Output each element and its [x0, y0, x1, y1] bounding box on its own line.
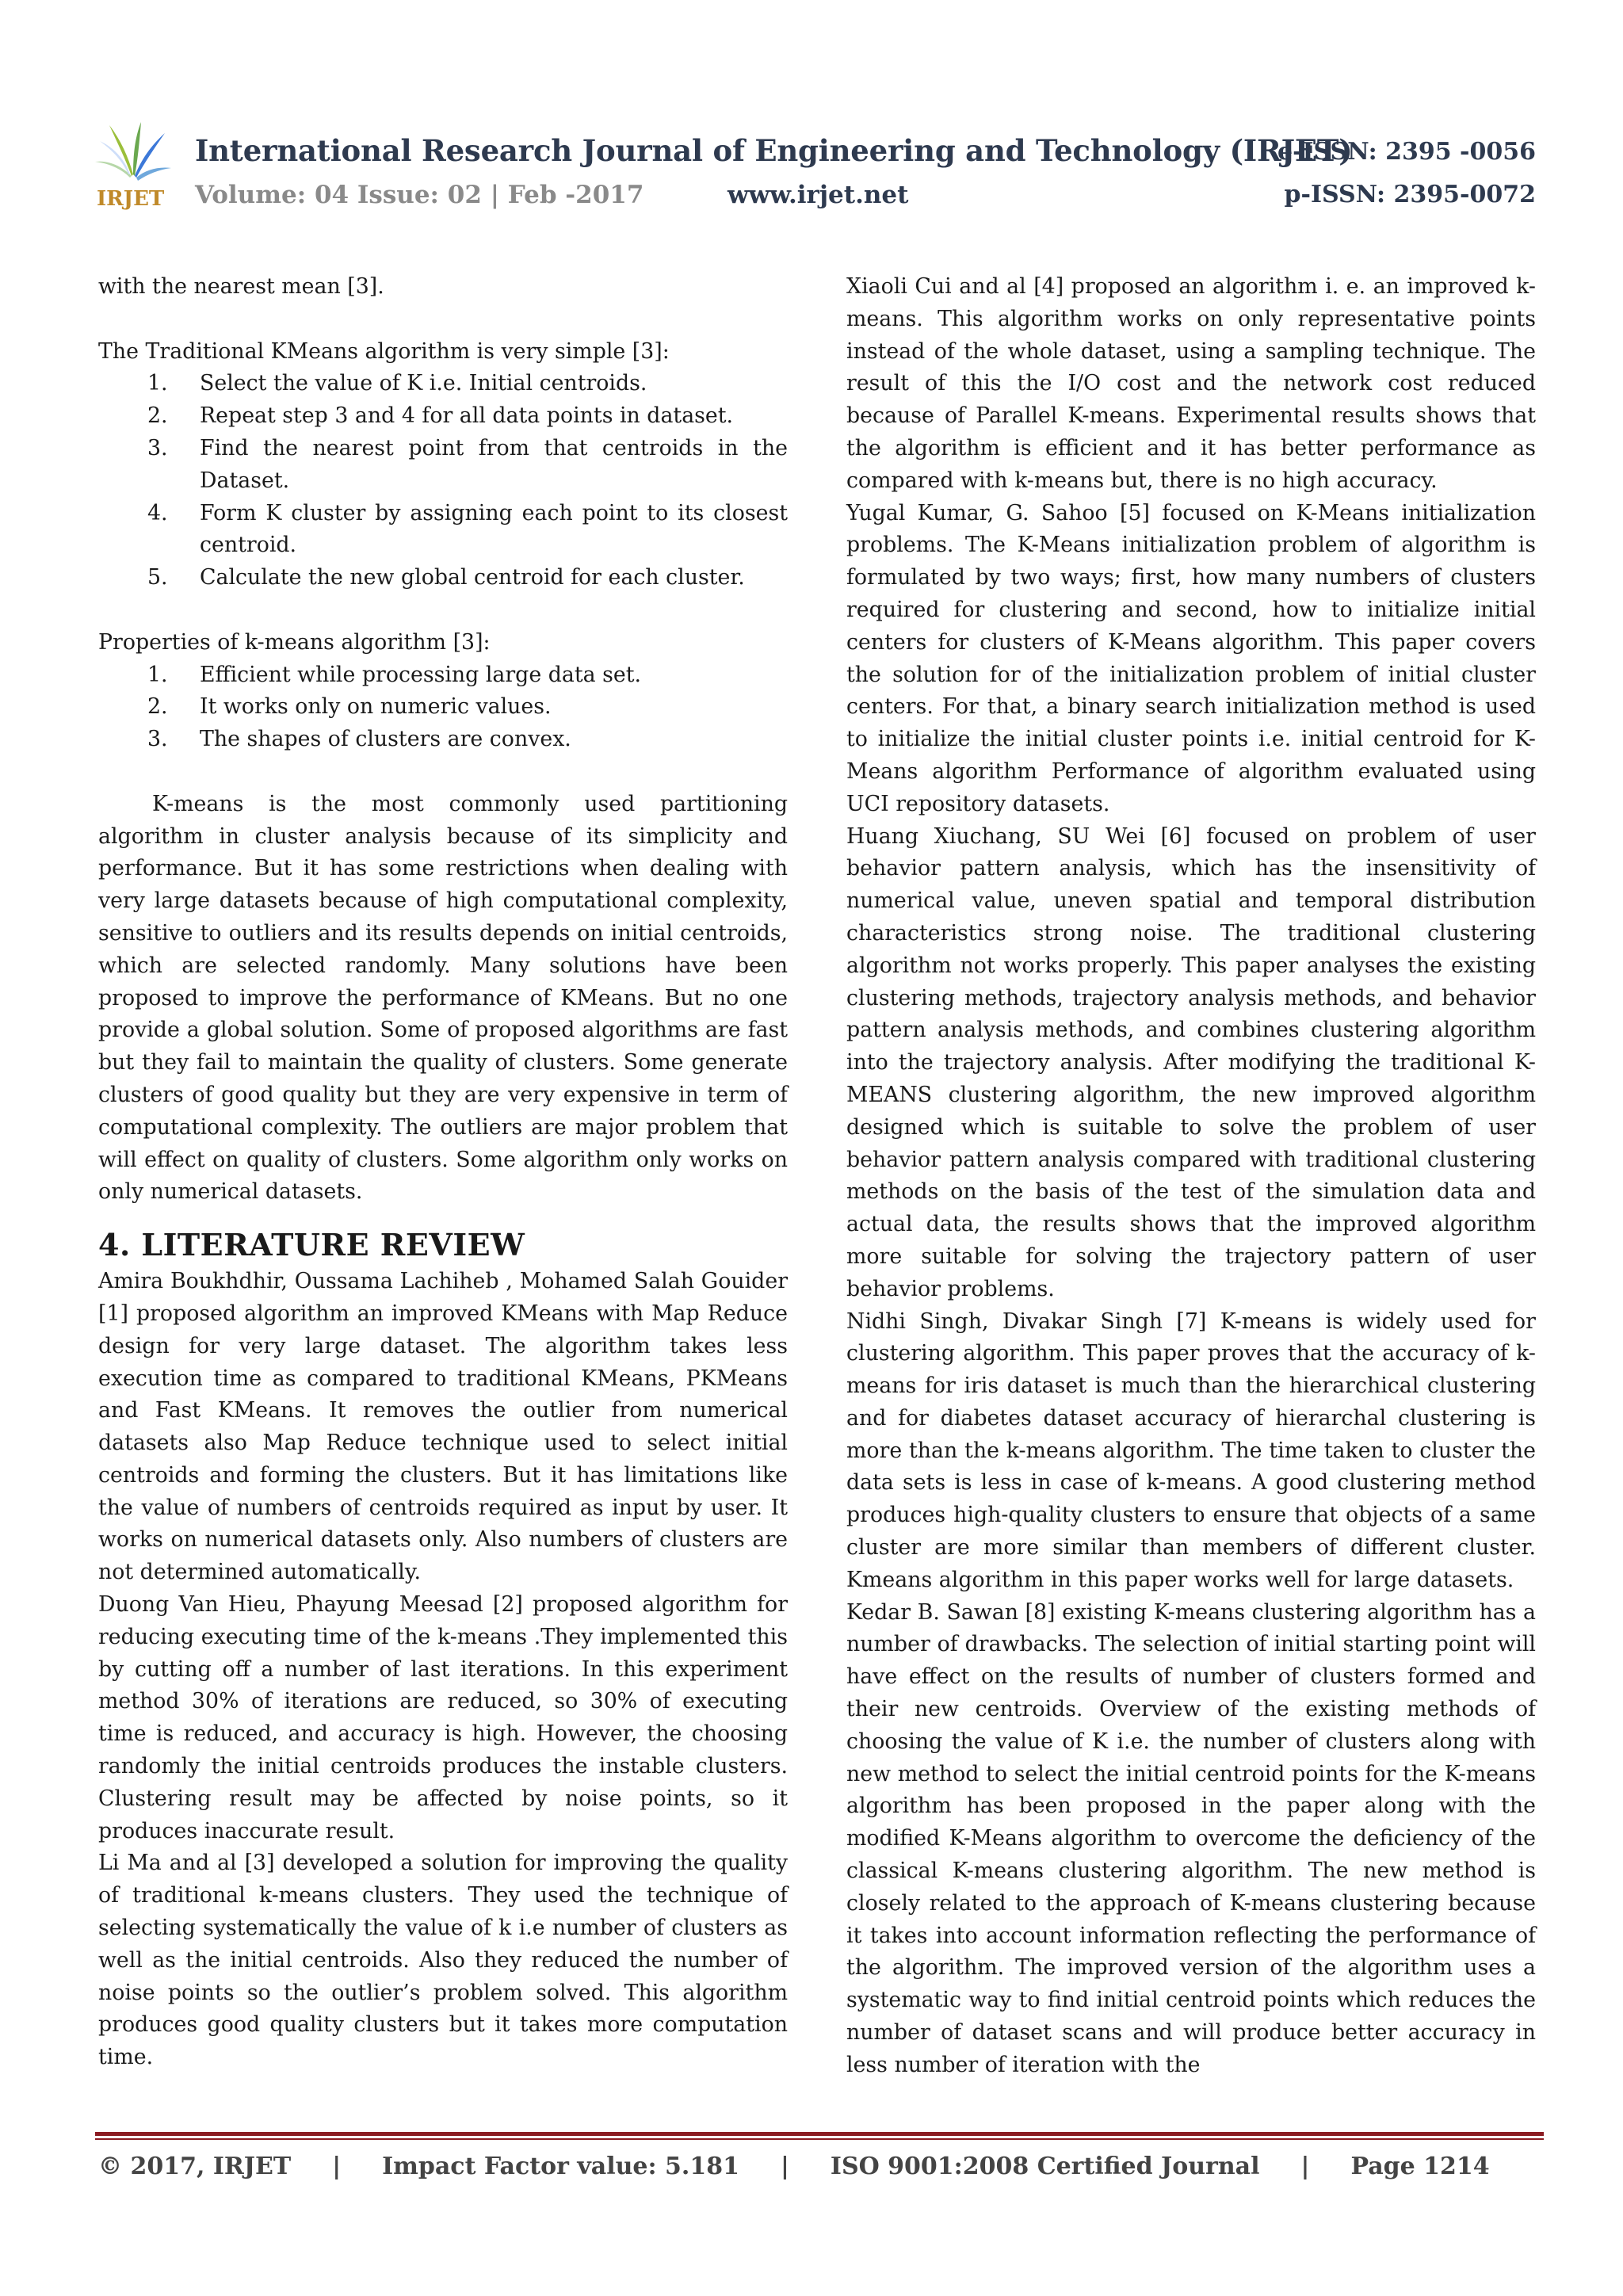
footer-separator: | [780, 2153, 789, 2180]
list-item: 3. The shapes of clusters are convex. [147, 727, 571, 752]
list-item: 2. It works only on numeric values. [147, 694, 552, 720]
paragraph: K-means is the most commonly used partitioning algorithm in cluster analysis because of its simplicity and performance. But it has some restrictions when dealing with very large datasets because of high computational complexity, sensitive to outliers and its results depends on initial centroids, which are selected randomly. Many solutions have been proposed to improve the performance of KMeans. But no one provide a global solution. Some of proposed algorithms are fast but they fail to maintain the quality of clusters. Some generate clusters of good quality but they are very expensive in term of computational complexity. The outliers are major problem that will effect on quality of clusters. Some algorithm only works on only numerical datasets. [98, 791, 788, 1205]
footer-rule-thin [95, 2138, 1544, 2140]
volume-issue: Volume: 04 Issue: 02 | Feb -2017 [195, 181, 644, 209]
paragraph: Duong Van Hieu, Phayung Meesad [2] proposed algorithm for reducing executing time of the k-means .They implemented this by cutting off a number of last iterations. In this experiment method 30% of iterations are reduced, so 30% of executing time is reduced, and accuracy is high. However, the choosing randomly the initial centroids produces the instable clusters. Clustering result may be affected by noise points, so it produces inaccurate result. [98, 1592, 788, 1843]
pissn: p-ISSN: 2395-0072 [1284, 181, 1536, 208]
irjet-logo [94, 119, 173, 214]
impact-factor: Impact Factor value: 5.181 [382, 2153, 739, 2180]
list-item: 5. Calculate the new global centroid for each cluster. [147, 565, 745, 590]
page-footer [98, 2153, 1490, 2180]
kmeans-properties-list [98, 659, 788, 756]
paragraph: Yugal Kumar, G. Sahoo [5] focused on K-Means initialization problems. The K-Means initialization problem of algorithm is formulated by two ways; first, how many numbers of clusters required for clustering and second, how to initialize initial centers for clusters of K-Means algorithm. This paper covers the solution for of the initialization problem of initial cluster centers. For that, a binary search initialization method is used to initialize the initial cluster points i.e. initial centroid for K-Means algorithm Performance of algorithm evaluated using UCI repository datasets. [846, 500, 1536, 816]
eissn: e-ISSN: 2395 -0056 [1277, 138, 1536, 166]
iso-certification: ISO 9001:2008 Certified Journal [830, 2153, 1260, 2180]
paragraph: Properties of k-means algorithm [3]: [98, 629, 491, 655]
paragraph: Huang Xiuchang, SU Wei [6] focused on problem of user behavior pattern analysis, which has the insensitivity of numerical value, uneven spatial and temporal distribution characteristics strong noise. The traditional clustering algorithm not works properly. This paper analyses the existing clustering methods, trajectory analysis methods, and behavior pattern analysis methods, and combines clustering algorithm into the trajectory analysis. After modifying the traditional K-MEANS clustering algorithm, the new improved algorithm designed which is suitable to solve the problem of user behavior pattern analysis compared with traditional clustering methods on the basis of the test of the simulation data and actual data, the results shows that the improved algorithm more suitable for solving the trajectory pattern of user behavior problems. [846, 823, 1536, 1301]
logo-text: IRJET [97, 187, 165, 211]
paragraph: Xiaoli Cui and al [4] proposed an algorithm i. e. an improved k-means. This algorithm works on only representative points instead of the whole dataset, using a sampling technique. The result of this the I/O cost and the network cost reduced because of Parallel K-means. Experimental results shows that the algorithm is efficient and it has better performance as compared with k-means but, there is no high accuracy. [846, 274, 1536, 493]
right-column [846, 271, 1536, 2082]
section-heading: 4. LITERATURE REVIEW [98, 1227, 525, 1263]
paragraph: Amira Boukhdhir, Oussama Lachiheb , Mohamed Salah Gouider [1] proposed algorithm an improved KMeans with Map Reduce design for very large dataset. The algorithm takes less execution time as compared to traditional KMeans, PKMeans and Fast KMeans. It removes the outlier from numerical datasets also Map Reduce technique used to select initial centroids and forming the clusters. But it has limitations like the value of numbers of centroids required as input by user. It works on numerical datasets only. Also numbers of clusters are not determined automatically. [98, 1269, 788, 1585]
list-item: 4. Form K cluster by assigning each point to its closest centroid. [147, 500, 788, 558]
paragraph: Kedar B. Sawan [8] existing K-means clustering algorithm has a number of drawbacks. The selection of initial starting point will have effect on the results of number of clusters formed and their new centroids. Overview of the existing methods of choosing the value of K i.e. the number of clusters along with new method to select the initial centroid points for the K-means algorithm has been proposed in the paper along with the modified K-Means algorithm to overcome the deficiency of the classical K-means clustering algorithm. The new method is closely related to the approach of K-means clustering because it takes into account information reflecting the performance of the algorithm. The improved version of the algorithm uses a systematic way to find initial centroid points which reduces the number of dataset scans and will produce better accuracy in less number of iteration with the [846, 1599, 1536, 2077]
journal-website[interactable]: www.irjet.net [727, 181, 909, 209]
left-column [98, 271, 788, 2074]
footer-separator: | [1300, 2153, 1310, 2180]
page-number: Page 1214 [1350, 2153, 1490, 2180]
list-item: 1. Select the value of K i.e. Initial centroids. [147, 371, 647, 396]
footer-rule [95, 2132, 1544, 2136]
paragraph: The Traditional KMeans algorithm is very simple [3]: [98, 338, 670, 364]
page-header [94, 119, 1544, 222]
copyright: © 2017, IRJET [98, 2153, 292, 2180]
paragraph: with the nearest mean [3]. [98, 274, 384, 299]
list-item: 2. Repeat step 3 and 4 for all data points in dataset. [147, 403, 734, 429]
paragraph: Nidhi Singh, Divakar Singh [7] K-means is widely used for clustering algorithm. This paper proves that the accuracy of k-means for iris dataset is much than the hierarchical clustering and for diabetes dataset accuracy of hierarchal clustering is more than the k-means algorithm. The time taken to cluster the data sets is less in case of k-means. A good clustering method produces high-quality clusters to ensure that objects of a same cluster are more similar than members of different cluster. Kmeans algorithm in this paper works well for large datasets. [846, 1308, 1536, 1592]
footer-separator: | [332, 2153, 342, 2180]
journal-title: International Research Journal of Engineering and Technology (IRJET) [195, 133, 1353, 168]
paragraph: Li Ma and al [3] developed a solution for improving the quality of traditional k-means clusters. They used the technique of selecting systematically the value of k i.e number of clusters as well as the initial centroids. Also they reduced the number of noise points so the outlier’s problem solved. This algorithm produces good quality clusters but it takes more computation time. [98, 1851, 788, 2070]
list-item: 1. Efficient while processing large data set. [147, 662, 642, 687]
list-item: 3. Find the nearest point from that centroids in the Dataset. [147, 435, 788, 493]
kmeans-steps-list [98, 368, 788, 594]
